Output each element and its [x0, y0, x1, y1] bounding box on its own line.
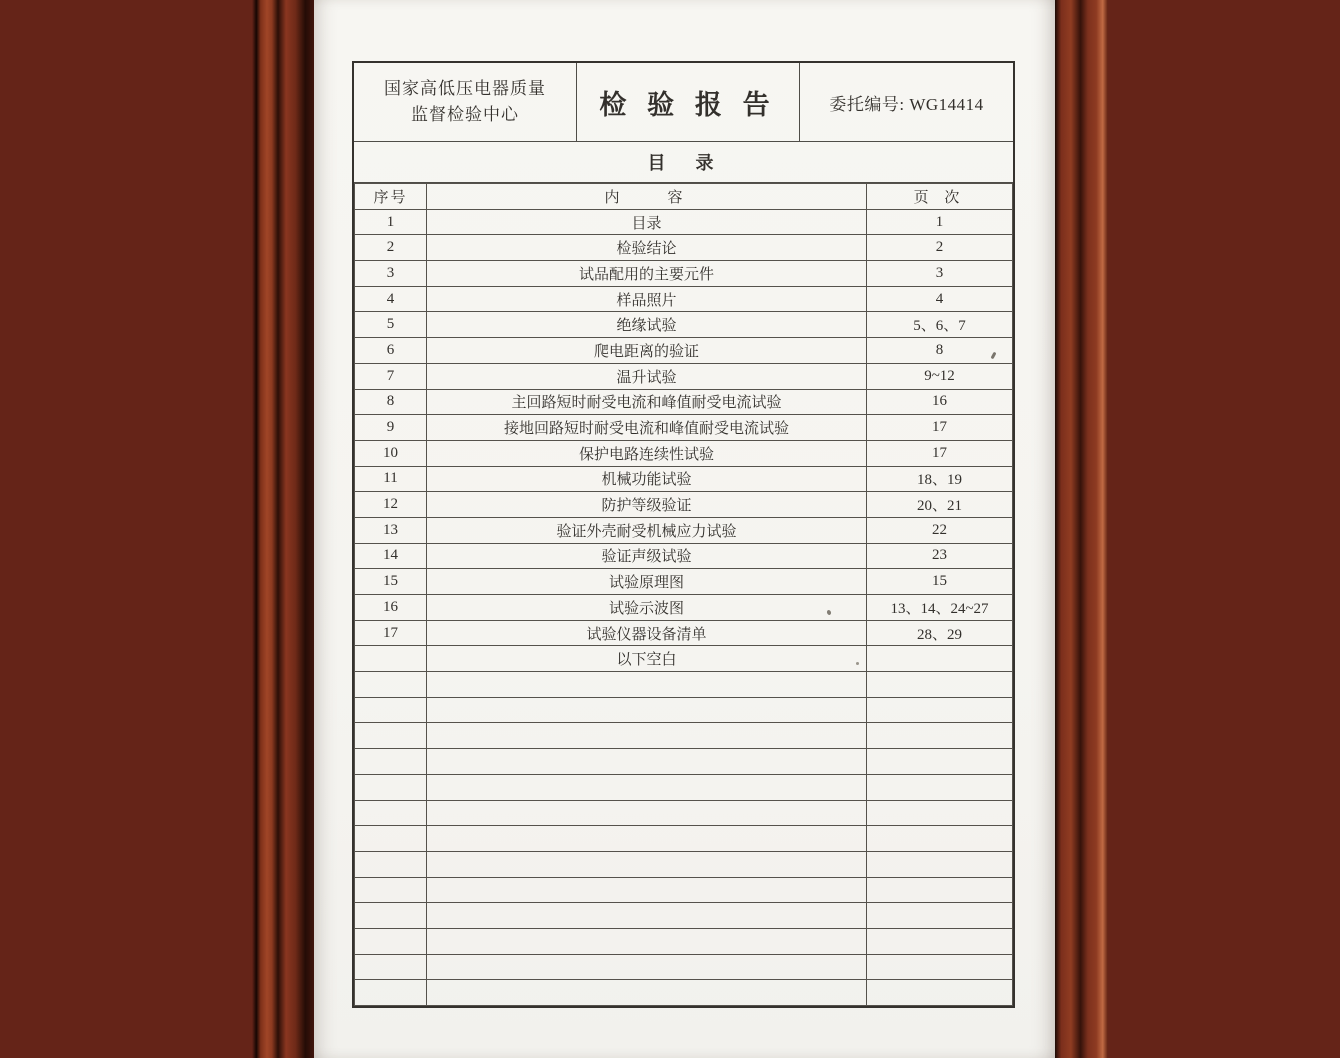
toc-row-page: 9~12: [867, 363, 1013, 389]
toc-row: [355, 620, 1013, 646]
toc-row-no: 2: [355, 235, 427, 261]
toc-row-page: [867, 954, 1013, 980]
toc-row-no: 12: [355, 492, 427, 518]
toc-row-page: [867, 697, 1013, 723]
toc-row-no: [355, 774, 427, 800]
toc-row: [355, 774, 1013, 800]
toc-row-content: 试验仪器设备清单: [427, 620, 867, 646]
toc-row: [355, 595, 1013, 621]
toc-row-no: 1: [355, 209, 427, 235]
toc-row-no: [355, 928, 427, 954]
report-title-cell: [577, 63, 800, 141]
toc-row-page: 20、21: [867, 492, 1013, 518]
toc-row-page: 23: [867, 543, 1013, 569]
toc-row-no: [355, 980, 427, 1006]
toc-row-content: 检验结论: [427, 235, 867, 261]
column-header-page: 页 次: [867, 184, 1013, 210]
toc-row-page: [867, 774, 1013, 800]
toc-row: [355, 363, 1013, 389]
toc-row-content: 机械功能试验: [427, 466, 867, 492]
commission-number: 委托编号: WG14414: [829, 94, 984, 114]
toc-row-page: [867, 877, 1013, 903]
toc-row: [355, 877, 1013, 903]
frame-right-edge: [1055, 0, 1108, 1058]
toc-row: [355, 954, 1013, 980]
toc-row-content: [427, 774, 867, 800]
report-sheet: [352, 61, 1015, 1008]
toc-row-page: 16: [867, 389, 1013, 415]
toc-row: [355, 209, 1013, 235]
toc-row-content: [427, 749, 867, 775]
toc-row-content: 保护电路连续性试验: [427, 440, 867, 466]
toc-row-no: 16: [355, 595, 427, 621]
column-header-content: 内 容: [427, 184, 867, 210]
toc-row-page: [867, 749, 1013, 775]
toc-row-page: [867, 800, 1013, 826]
toc-row: [355, 646, 1013, 672]
toc-row-no: 6: [355, 338, 427, 364]
toc-row-content: 绝缘试验: [427, 312, 867, 338]
toc-row: [355, 928, 1013, 954]
org-name-line1: 国家高低压电器质量: [384, 78, 546, 98]
column-header-no: 序号: [355, 184, 427, 210]
toc-table: [354, 183, 1013, 1006]
toc-row-no: [355, 826, 427, 852]
toc-row-page: 2: [867, 235, 1013, 261]
toc-row-content: [427, 697, 867, 723]
toc-row: [355, 672, 1013, 698]
org-name-line2: 监督检验中心: [411, 105, 519, 124]
toc-row-content: 验证声级试验: [427, 543, 867, 569]
toc-row-no: [355, 672, 427, 698]
toc-row-content: 以下空白: [427, 646, 867, 672]
toc-row: [355, 312, 1013, 338]
toc-row-page: 4: [867, 286, 1013, 312]
toc-row: [355, 286, 1013, 312]
toc-row-content: 试验原理图: [427, 569, 867, 595]
toc-row-no: [355, 903, 427, 929]
toc-row-page: 15: [867, 569, 1013, 595]
toc-row-no: 11: [355, 466, 427, 492]
toc-row-content: [427, 851, 867, 877]
toc-row-page: 8: [867, 338, 1013, 364]
toc-header-row: [355, 184, 1013, 210]
toc-row-page: [867, 646, 1013, 672]
toc-row-content: 接地回路短时耐受电流和峰值耐受电流试验: [427, 415, 867, 441]
toc-row-no: 9: [355, 415, 427, 441]
toc-row: [355, 697, 1013, 723]
toc-row: [355, 980, 1013, 1006]
toc-row-no: 4: [355, 286, 427, 312]
toc-row-page: 22: [867, 517, 1013, 543]
toc-row-content: [427, 826, 867, 852]
toc-section-title: 目 录: [354, 142, 1013, 183]
toc-row-no: [355, 723, 427, 749]
toc-row-no: [355, 877, 427, 903]
toc-row: [355, 389, 1013, 415]
toc-row-page: 17: [867, 415, 1013, 441]
toc-row: [355, 543, 1013, 569]
scan-speck: [856, 662, 859, 665]
toc-row: [355, 492, 1013, 518]
toc-row-content: [427, 800, 867, 826]
toc-row-content: 目录: [427, 209, 867, 235]
toc-row: [355, 800, 1013, 826]
toc-row-page: 18、19: [867, 466, 1013, 492]
org-name-cell: [354, 63, 577, 141]
toc-row-content: 主回路短时耐受电流和峰值耐受电流试验: [427, 389, 867, 415]
toc-row-page: [867, 672, 1013, 698]
toc-row-page: 13、14、24~27: [867, 595, 1013, 621]
toc-row-content: 验证外壳耐受机械应力试验: [427, 517, 867, 543]
toc-row: [355, 903, 1013, 929]
toc-body: [355, 209, 1013, 1005]
toc-row-content: [427, 954, 867, 980]
toc-row-content: [427, 928, 867, 954]
toc-row: [355, 440, 1013, 466]
toc-row-content: [427, 903, 867, 929]
toc-row-page: [867, 980, 1013, 1006]
toc-row: [355, 338, 1013, 364]
toc-row-no: 13: [355, 517, 427, 543]
toc-row-no: [355, 851, 427, 877]
toc-row-no: 5: [355, 312, 427, 338]
toc-row-content: [427, 672, 867, 698]
toc-row: [355, 749, 1013, 775]
commission-number-cell: [800, 63, 1013, 141]
toc-row-no: 8: [355, 389, 427, 415]
toc-row: [355, 261, 1013, 287]
toc-row-page: 5、6、7: [867, 312, 1013, 338]
toc-row: [355, 723, 1013, 749]
toc-row-content: 温升试验: [427, 363, 867, 389]
report-title: 检 验 报 告: [599, 89, 777, 120]
toc-row-content: 防护等级验证: [427, 492, 867, 518]
toc-row-content: 爬电距离的验证: [427, 338, 867, 364]
toc-row-page: 3: [867, 261, 1013, 287]
toc-row-no: [355, 646, 427, 672]
toc-row-page: [867, 723, 1013, 749]
toc-row-page: 17: [867, 440, 1013, 466]
toc-row-content: 试品配用的主要元件: [427, 261, 867, 287]
toc-row-no: 17: [355, 620, 427, 646]
toc-row-content: [427, 877, 867, 903]
toc-row-no: 15: [355, 569, 427, 595]
toc-row: [355, 569, 1013, 595]
toc-row: [355, 415, 1013, 441]
toc-row: [355, 517, 1013, 543]
report-header: [354, 63, 1013, 142]
toc-row-page: [867, 826, 1013, 852]
toc-row: [355, 826, 1013, 852]
toc-row-no: 3: [355, 261, 427, 287]
frame-left-edge: [252, 0, 314, 1058]
toc-row-page: [867, 928, 1013, 954]
toc-row-page: [867, 903, 1013, 929]
toc-row: [355, 466, 1013, 492]
toc-row: [355, 235, 1013, 261]
toc-row-content: 样品照片: [427, 286, 867, 312]
toc-row-no: [355, 954, 427, 980]
toc-row-content: 试验示波图: [427, 595, 867, 621]
toc-row-page: 28、29: [867, 620, 1013, 646]
toc-row-no: [355, 749, 427, 775]
toc-row-no: 14: [355, 543, 427, 569]
toc-row-content: [427, 980, 867, 1006]
toc-row-no: [355, 697, 427, 723]
toc-row-page: 1: [867, 209, 1013, 235]
toc-row: [355, 851, 1013, 877]
toc-row-content: [427, 723, 867, 749]
toc-row-no: [355, 800, 427, 826]
toc-row-page: [867, 851, 1013, 877]
toc-row-no: 7: [355, 363, 427, 389]
toc-row-no: 10: [355, 440, 427, 466]
